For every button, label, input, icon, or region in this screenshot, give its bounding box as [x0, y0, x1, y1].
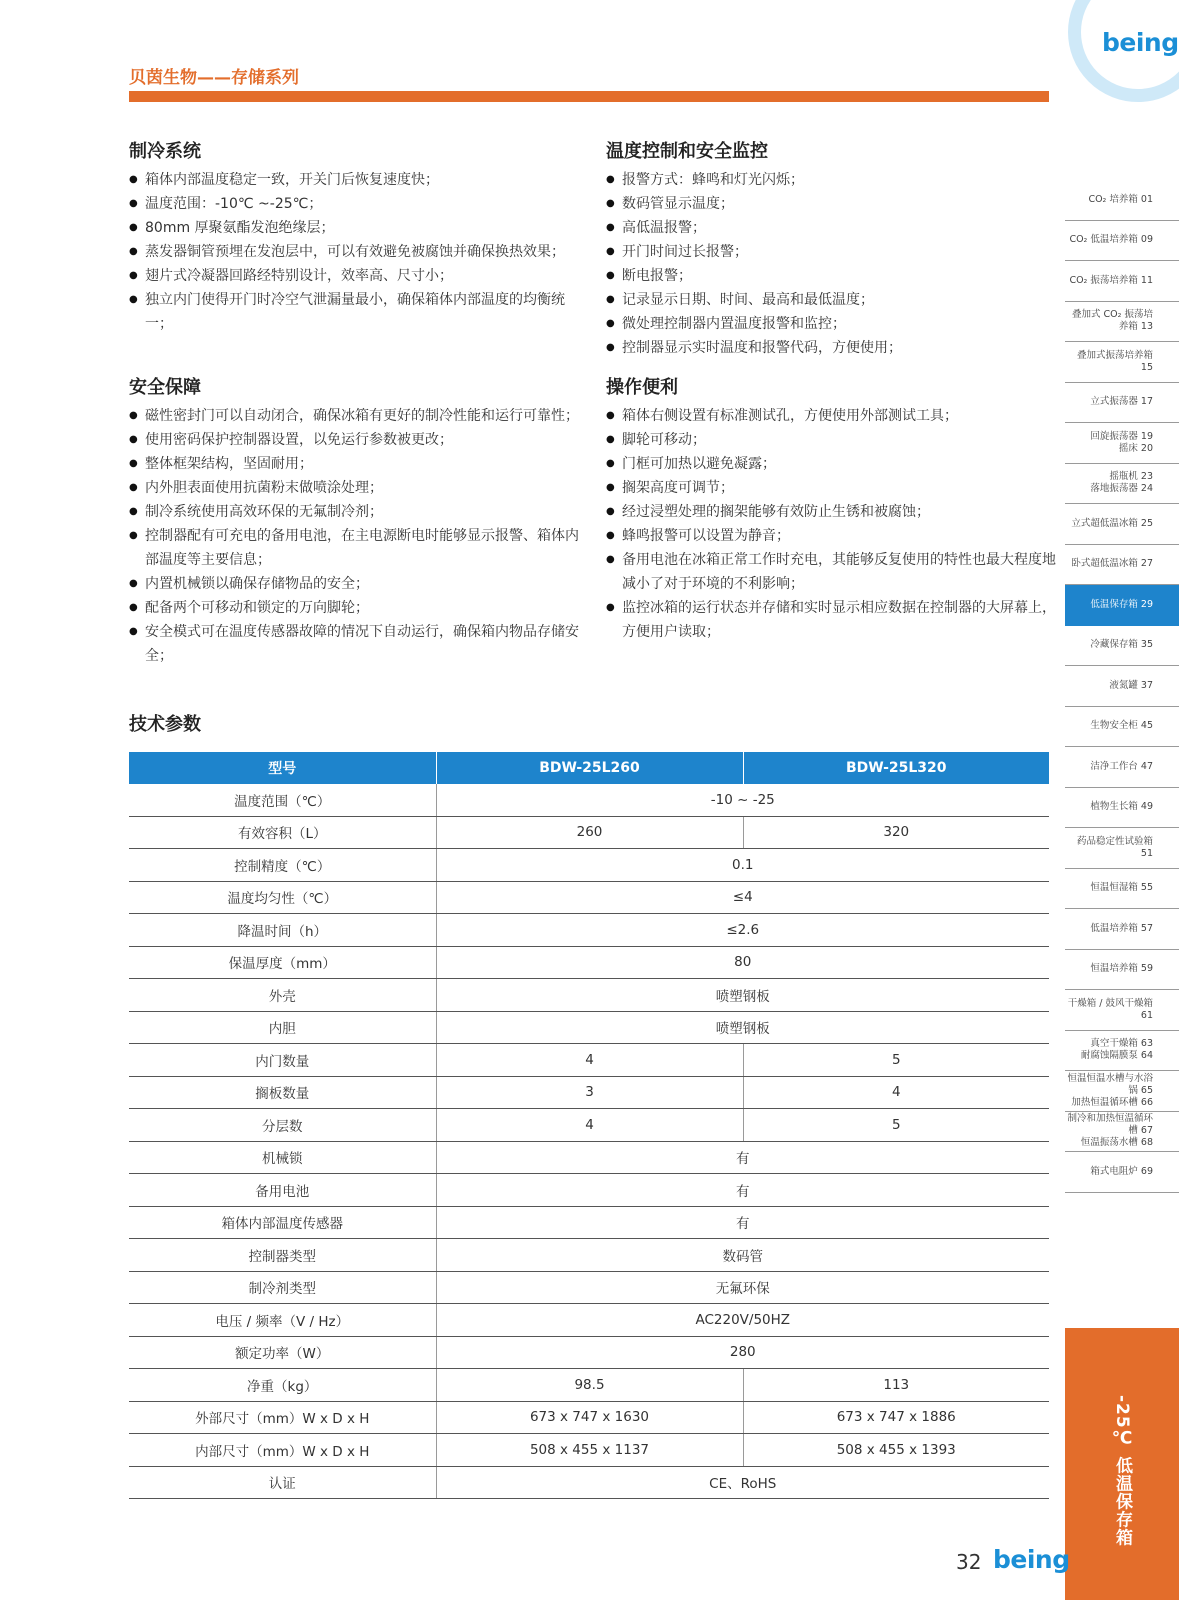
bullet-list	[129, 168, 589, 336]
header-model-label: 型号	[129, 752, 436, 784]
spec-label-cell: 认证	[129, 1466, 436, 1499]
bullet-item: ● 箱体内部温度稳定一致，开关门后恢复速度快；	[129, 168, 589, 192]
spec-value-cell: 0.1	[436, 849, 1049, 882]
side-nav-item[interactable]: 低温保存箱 29	[1065, 585, 1179, 626]
spec-value-cell: 260	[436, 816, 743, 849]
side-nav-item[interactable]: 低温培养箱 57	[1065, 909, 1179, 950]
spec-label-cell: 备用电池	[129, 1174, 436, 1207]
bullet-item: ● 控制器显示实时温度和报警代码，方便使用；	[606, 336, 1066, 360]
bullet-item: ● 内置机械锁以确保存储物品的安全；	[129, 572, 589, 596]
spec-label-cell: 内门数量	[129, 1044, 436, 1077]
spec-label-cell: 制冷剂类型	[129, 1271, 436, 1304]
spec-label-cell: 保温厚度（mm）	[129, 946, 436, 979]
bullet-item: ● 开门时间过长报警；	[606, 240, 1066, 264]
spec-value-cell: 数码管	[436, 1239, 1049, 1272]
spec-label-cell: 温度均匀性（℃）	[129, 881, 436, 914]
bullet-item: ● 安全模式可在温度传感器故障的情况下自动运行，确保箱内物品存储安全；	[129, 620, 589, 668]
bullet-item: ● 使用密码保护控制器设置，以免运行参数被更改；	[129, 428, 589, 452]
section-title: 操作便利	[606, 377, 678, 398]
side-nav-item[interactable]: 洁净工作台 47	[1065, 747, 1179, 788]
side-nav-item[interactable]: 植物生长箱 49	[1065, 788, 1179, 829]
bullet-list	[606, 404, 1066, 644]
bullet-item: ● 断电报警；	[606, 264, 1066, 288]
spec-row	[129, 1434, 1049, 1467]
spec-value-cell: 喷塑钢板	[436, 1011, 1049, 1044]
spec-value-cell: 无氟环保	[436, 1271, 1049, 1304]
spec-row	[129, 914, 1049, 947]
bullet-item: ● 备用电池在冰箱正常工作时充电，其能够反复使用的特性也最大程度地减小了对于环境的不利影响；	[606, 548, 1066, 596]
section-refrigeration	[129, 137, 589, 336]
bullet-item: ● 箱体右侧设置有标准测试孔，方便使用外部测试工具；	[606, 404, 1066, 428]
bullet-item: ● 高低温报警；	[606, 216, 1066, 240]
bullet-item: ● 门框可加热以避免凝露；	[606, 452, 1066, 476]
side-nav-item[interactable]: 药品稳定性试验箱 51	[1065, 828, 1179, 869]
spec-row	[129, 1076, 1049, 1109]
spec-row	[129, 1271, 1049, 1304]
spec-table	[129, 752, 1049, 1499]
spec-label-cell: 控制器类型	[129, 1239, 436, 1272]
bullet-item: ● 80mm 厚聚氨酯发泡绝缘层；	[129, 216, 589, 240]
bullet-item: ● 磁性密封门可以自动闭合，确保冰箱有更好的制冷性能和运行可靠性；	[129, 404, 589, 428]
brand-logo: being	[1102, 28, 1179, 57]
side-nav-item[interactable]: 制冷和加热恒温循环槽 67 恒温振荡水槽 68	[1065, 1112, 1179, 1153]
spec-value-cell: ≤2.6	[436, 914, 1049, 947]
side-nav-item[interactable]: 恒温恒温水槽与水浴锅 65 加热恒温循环槽 66	[1065, 1071, 1179, 1112]
bullet-item: ● 经过浸塑处理的搁架能够有效防止生锈和被腐蚀；	[606, 500, 1066, 524]
bullet-item: ● 报警方式：蜂鸣和灯光闪烁；	[606, 168, 1066, 192]
section-title: 制冷系统	[129, 141, 201, 162]
spec-row	[129, 1109, 1049, 1142]
section-title: 安全保障	[129, 377, 201, 398]
spec-label-cell: 外壳	[129, 979, 436, 1012]
spec-label-cell: 搁板数量	[129, 1076, 436, 1109]
spec-row	[129, 946, 1049, 979]
bullet-item: ● 记录显示日期、时间、最高和最低温度；	[606, 288, 1066, 312]
spec-row	[129, 1141, 1049, 1174]
side-nav-item[interactable]: CO₂ 低温培养箱 09	[1065, 221, 1179, 262]
spec-row	[129, 979, 1049, 1012]
spec-label-cell: 控制精度（℃）	[129, 849, 436, 882]
bullet-item: ● 独立内门使得开门时冷空气泄漏量最小，确保箱体内部温度的均衡统一；	[129, 288, 589, 336]
bullet-item: ● 整体框架结构，坚固耐用；	[129, 452, 589, 476]
spec-value-cell: 3	[436, 1076, 743, 1109]
spec-value-cell: 有	[436, 1174, 1049, 1207]
bullet-item: ● 蜂鸣报警可以设置为静音；	[606, 524, 1066, 548]
side-nav-item[interactable]: 冷藏保存箱 35	[1065, 626, 1179, 667]
spec-label-cell: 内部尺寸（mm）W x D x H	[129, 1434, 436, 1467]
spec-value-cell: 508 x 455 x 1393	[743, 1434, 1049, 1467]
spec-value-cell: 673 x 747 x 1630	[436, 1401, 743, 1434]
bullet-list	[606, 168, 1066, 360]
spec-row	[129, 1336, 1049, 1369]
side-nav-item[interactable]: 箱式电阻炉 69	[1065, 1152, 1179, 1193]
spec-row	[129, 1206, 1049, 1239]
side-nav-item[interactable]: CO₂ 振荡培养箱 11	[1065, 261, 1179, 302]
category-side-tab-label: -25℃ 低温保存箱	[1112, 1395, 1132, 1547]
section-temp-control	[606, 137, 1066, 360]
bullet-item: ● 数码管显示温度；	[606, 192, 1066, 216]
spec-value-cell: 有	[436, 1206, 1049, 1239]
side-nav-item[interactable]: 回旋振荡器 19 摇床 20	[1065, 423, 1179, 464]
spec-row	[129, 1304, 1049, 1337]
side-nav-item[interactable]: CO₂ 培养箱 01	[1065, 180, 1179, 221]
side-nav-item[interactable]: 摇瓶机 23 落地振荡器 24	[1065, 464, 1179, 505]
spec-row	[129, 881, 1049, 914]
page-header-title: 贝茵生物——存储系列	[129, 68, 299, 88]
spec-value-cell: AC220V/50HZ	[436, 1304, 1049, 1337]
spec-label-cell: 分层数	[129, 1109, 436, 1142]
spec-value-cell: 喷塑钢板	[436, 979, 1049, 1012]
bullet-item: ● 搁架高度可调节；	[606, 476, 1066, 500]
spec-value-cell: ≤4	[436, 881, 1049, 914]
spec-row	[129, 784, 1049, 816]
bullet-item: ● 蒸发器铜管预埋在发泡层中，可以有效避免被腐蚀并确保换热效果；	[129, 240, 589, 264]
spec-row	[129, 1239, 1049, 1272]
bullet-item: ● 内外胆表面使用抗菌粉末做喷涂处理；	[129, 476, 589, 500]
side-nav-item[interactable]: 生物安全柜 45	[1065, 707, 1179, 748]
header-model-1: BDW-25L260	[436, 752, 743, 784]
spec-label-cell: 外部尺寸（mm）W x D x H	[129, 1401, 436, 1434]
spec-value-cell: 98.5	[436, 1369, 743, 1402]
spec-label-cell: 机械锁	[129, 1141, 436, 1174]
bullet-list	[129, 404, 589, 668]
spec-label-cell: 内胆	[129, 1011, 436, 1044]
spec-value-cell: 4	[436, 1044, 743, 1077]
spec-row	[129, 1369, 1049, 1402]
side-nav-item[interactable]: 恒温培养箱 59	[1065, 950, 1179, 991]
spec-value-cell: 4	[436, 1109, 743, 1142]
side-nav-item[interactable]: 立式振荡器 17	[1065, 383, 1179, 424]
bullet-item: ● 控制器配有可充电的备用电池，在主电源断电时能够显示报警、箱体内部温度等主要信息；	[129, 524, 589, 572]
spec-row	[129, 1466, 1049, 1499]
bullet-item: ● 翅片式冷凝器回路经特别设计，效率高、尺寸小；	[129, 264, 589, 288]
spec-value-cell: -10 ~ -25	[436, 784, 1049, 816]
spec-value-cell: 5	[743, 1044, 1049, 1077]
section-operation	[606, 373, 1066, 644]
spec-value-cell: 673 x 747 x 1886	[743, 1401, 1049, 1434]
side-nav-item[interactable]: 液氮罐 37	[1065, 666, 1179, 707]
side-nav-item[interactable]: 干燥箱 / 鼓风干燥箱 61	[1065, 990, 1179, 1031]
spec-label-cell: 电压 / 频率（V / Hz）	[129, 1304, 436, 1337]
spec-section-title: 技术参数	[129, 714, 201, 735]
bullet-item: ● 温度范围：-10℃ ~-25℃；	[129, 192, 589, 216]
header-divider-bar	[129, 91, 1049, 102]
side-nav-item[interactable]: 立式超低温冰箱 25	[1065, 504, 1179, 545]
spec-value-cell: 320	[743, 816, 1049, 849]
spec-label-cell: 箱体内部温度传感器	[129, 1206, 436, 1239]
bullet-item: ● 制冷系统使用高效环保的无氟制冷剂；	[129, 500, 589, 524]
spec-value-cell: CE、RoHS	[436, 1466, 1049, 1499]
section-title: 温度控制和安全监控	[606, 141, 768, 162]
footer-brand-logo: being	[993, 1545, 1070, 1574]
spec-label-cell: 净重（kg）	[129, 1369, 436, 1402]
side-nav-item[interactable]: 叠加式振荡培养箱 15	[1065, 342, 1179, 383]
spec-row	[129, 1011, 1049, 1044]
bullet-item: ● 微处理控制器内置温度报警和监控；	[606, 312, 1066, 336]
spec-row	[129, 1044, 1049, 1077]
bullet-item: ● 配备两个可移动和锁定的万向脚轮；	[129, 596, 589, 620]
spec-label-cell: 有效容积（L）	[129, 816, 436, 849]
section-safety	[129, 373, 589, 668]
spec-label-cell: 降温时间（h）	[129, 914, 436, 947]
spec-value-cell: 508 x 455 x 1137	[436, 1434, 743, 1467]
side-nav-item[interactable]: 真空干燥箱 63 耐腐蚀隔膜泵 64	[1065, 1031, 1179, 1072]
spec-row	[129, 1174, 1049, 1207]
spec-value-cell: 280	[436, 1336, 1049, 1369]
side-nav-item[interactable]: 恒温恒湿箱 55	[1065, 869, 1179, 910]
spec-value-cell: 4	[743, 1076, 1049, 1109]
spec-value-cell: 有	[436, 1141, 1049, 1174]
bullet-item: ● 监控冰箱的运行状态并存储和实时显示相应数据在控制器的大屏幕上，方便用户读取；	[606, 596, 1066, 644]
spec-table-header-row	[129, 752, 1049, 784]
spec-label-cell: 温度范围（℃）	[129, 784, 436, 816]
spec-value-cell: 113	[743, 1369, 1049, 1402]
spec-row	[129, 849, 1049, 882]
side-nav-item[interactable]: 卧式超低温冰箱 27	[1065, 545, 1179, 586]
side-navigation	[1065, 180, 1179, 1193]
spec-value-cell: 80	[436, 946, 1049, 979]
spec-label-cell: 额定功率（W）	[129, 1336, 436, 1369]
side-nav-item[interactable]: 叠加式 CO₂ 振荡培养箱 13	[1065, 302, 1179, 343]
spec-row	[129, 816, 1049, 849]
header-model-2: BDW-25L320	[743, 752, 1049, 784]
spec-value-cell: 5	[743, 1109, 1049, 1142]
spec-row	[129, 1401, 1049, 1434]
bullet-item: ● 脚轮可移动；	[606, 428, 1066, 452]
page-number: 32	[956, 1550, 982, 1574]
